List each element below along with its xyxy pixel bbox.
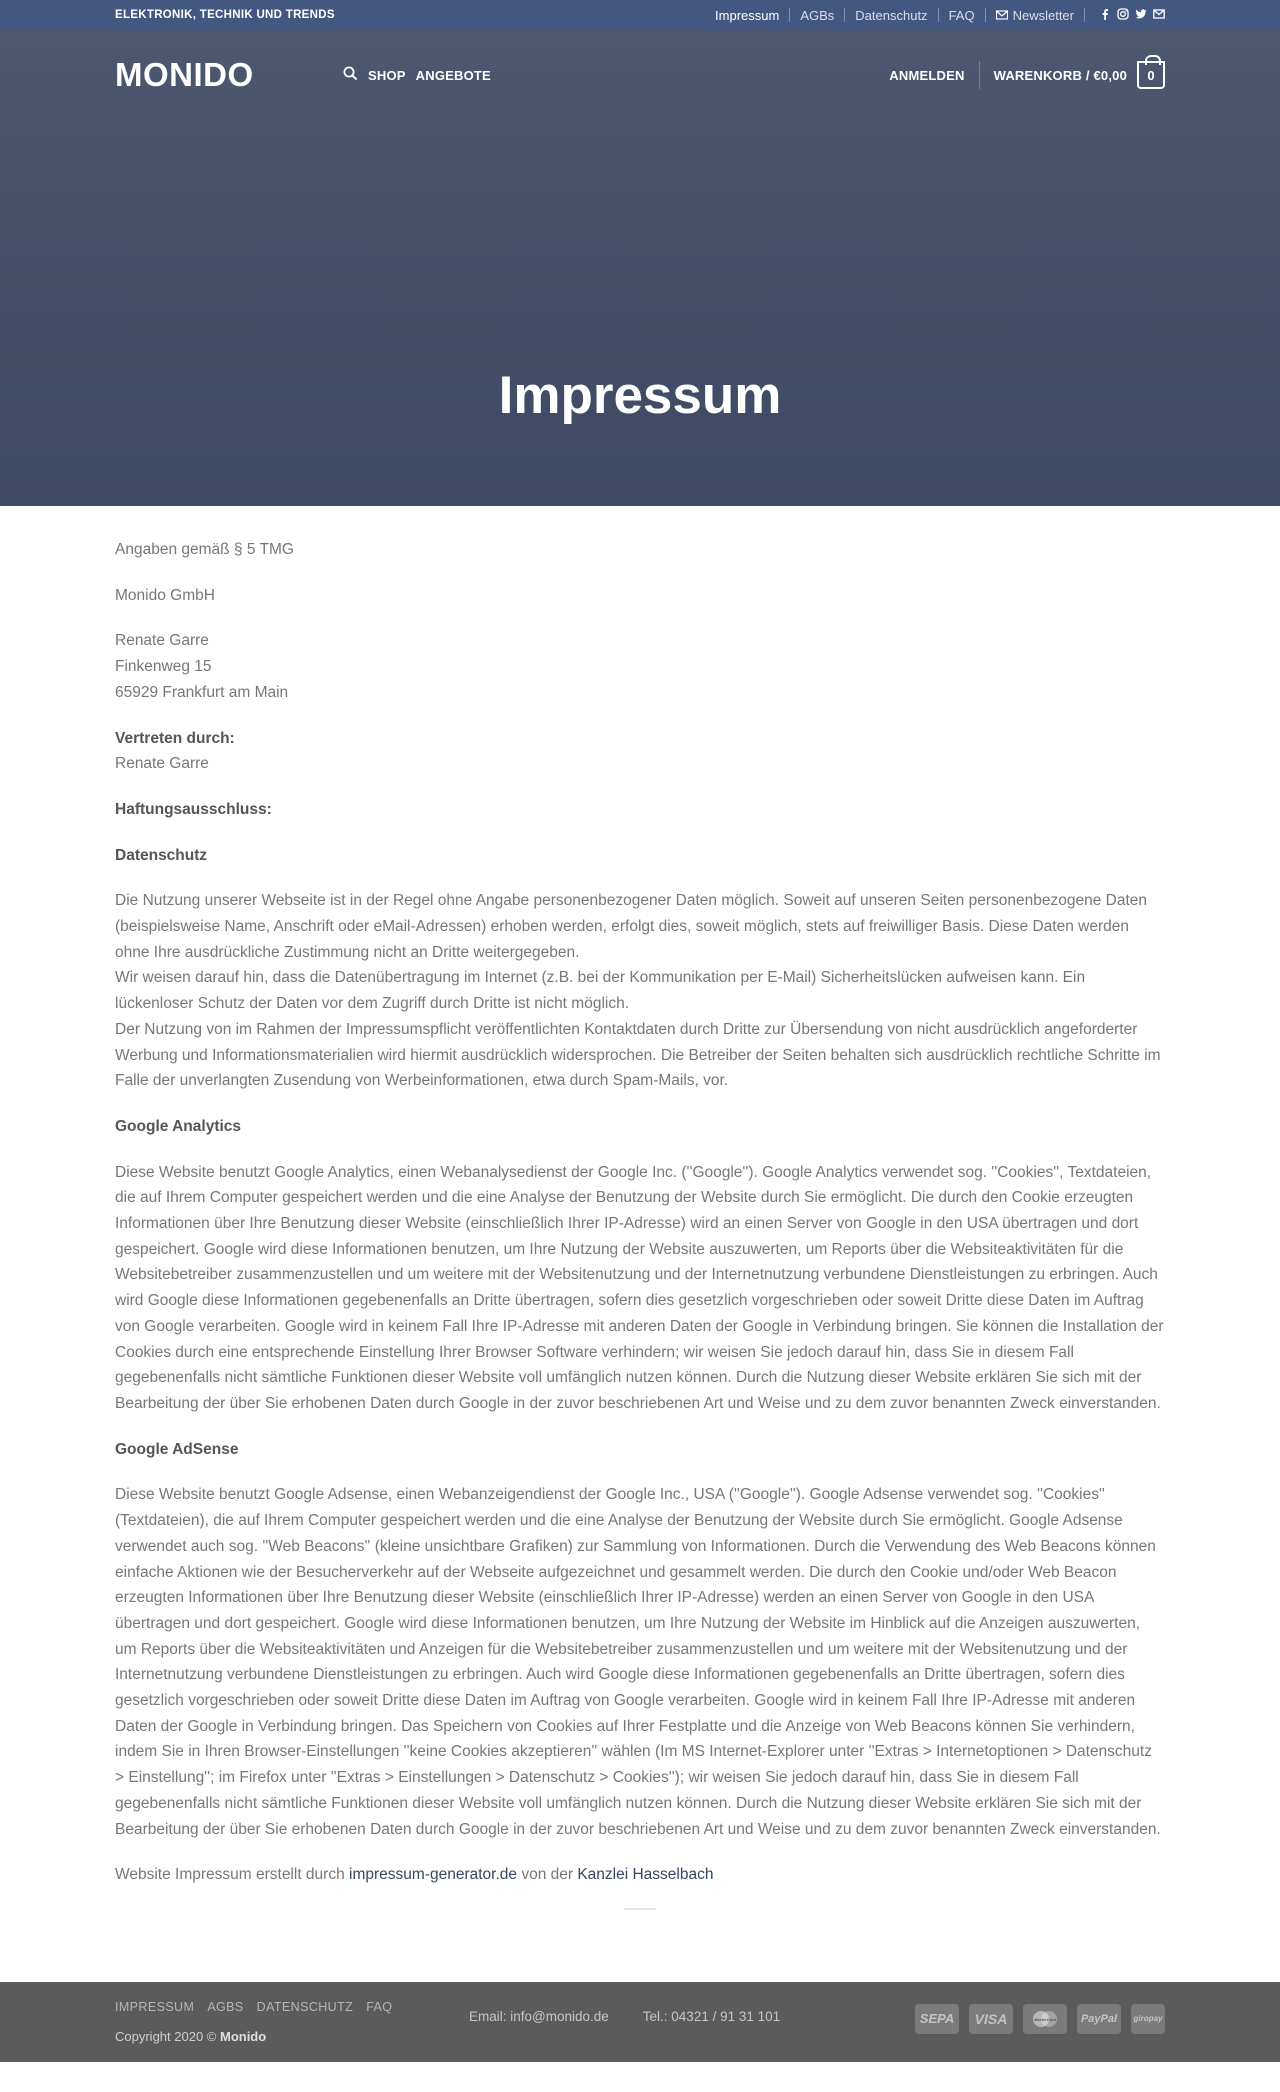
social-links <box>1099 8 1165 23</box>
account-nav <box>889 61 1165 89</box>
sepa-label: SEPA <box>919 2011 955 2027</box>
kanzlei-link[interactable]: Kanzlei Hasselbach <box>577 1866 714 1884</box>
address-block <box>115 628 1165 705</box>
analytics-text: Diese Website benutzt Google Analytics, einen Webanalysedienst der Google Inc. (''Google''). Google Analytics verwendet sog. ''Cookies'', Textdateien, die auf Ihrem Computer gespeichert werden und die eine Analyse der Benutzung der Website durch Sie ermöglicht. Die durch den Cookie erzeugten Informationen über Ihre Benutzung dieser Website (einschließlich Ihrer IP-Adresse) wird an einen Server von Google in den USA übertragen und dort gespeichert. Google wird diese Informationen benutzen, um Ihre Nutzung der Website auszuwerten, um Reports über die Websiteaktivitäten für die Websitebetreiber zusammenzustellen und um weitere mit der Websitenutzung und der Internetnutzung verbundene Dienstleistungen zu erbringen. Auch wird Google diese Informationen gegebenenfalls an Dritte übertragen, sofern dies gesetzlich vorgeschrieben oder soweit Dritte diese Daten im Auftrag von Google verarbeiten. Google wird in keinem Fall Ihre IP-Adresse mit anderen Daten der Google in Verbindung bringen. Sie können die Installation der Cookies durch eine entsprechende Einstellung Ihrer Browser Software verhindern; wir weisen Sie jedoch darauf hin, dass Sie in diesem Fall gegebenenfalls nicht sämtliche Funktionen dieser Website voll umfänglich nutzen können. Durch die Nutzung dieser Website erklären Sie sich mit der Bearbeitung der über Sie erhobenen Daten durch Google in der zuvor beschriebenen Art und Weise und zu dem zuvor benannten Zweck einverstanden. <box>115 1163 1164 1412</box>
tmg-notice: Angaben gemäß § 5 TMG <box>115 541 294 558</box>
mastercard-icon <box>1023 2004 1067 2034</box>
giropay-label: giropay <box>1133 2014 1163 2024</box>
divider <box>1084 8 1085 22</box>
main-nav <box>343 66 889 84</box>
representative-label: Vertreten durch: <box>115 729 235 747</box>
top-link-datenschutz[interactable]: Datenschutz <box>855 7 928 23</box>
footer-link-faq[interactable]: FAQ <box>366 1999 393 2014</box>
twitter-icon[interactable] <box>1135 8 1147 23</box>
visa-icon <box>969 2004 1013 2034</box>
address-city: 65929 Frankfurt am Main <box>115 683 289 701</box>
email-icon[interactable] <box>1153 8 1165 23</box>
tagline: ELEKTRONIK, TECHNIK UND TRENDS <box>115 9 335 21</box>
nav-angebote[interactable]: ANGEBOTE <box>415 67 491 83</box>
company-name: Monido GmbH <box>115 586 215 604</box>
sepa-icon <box>915 2004 959 2034</box>
paypal-icon <box>1077 2004 1121 2034</box>
cart-icon[interactable] <box>1137 61 1165 89</box>
divider <box>985 8 986 22</box>
footer-email: Email: info@monido.de <box>469 2008 609 2024</box>
privacy-line: Die Nutzung unserer Webseite ist in der Regel ohne Angabe personenbezogener Daten möglich. Soweit auf unseren Seiten personenbezogene Daten (beispielsweise Name, Anschrift oder eMail-Adressen) erhoben werden, erfolgt dies, soweit möglich, stets auf freiwilliger Basis. Diese Daten werden ohne Ihre ausdrückliche Zustimmung nicht an Dritte weitergegeben. <box>115 892 1148 961</box>
privacy-heading: Datenschutz <box>115 846 208 864</box>
giropay-icon <box>1131 2004 1165 2034</box>
main-content <box>115 506 1165 1940</box>
newsletter-label: Newsletter <box>1012 7 1074 23</box>
hero-banner <box>0 30 1280 506</box>
content-divider <box>624 1908 656 1910</box>
credit-prefix: Website Impressum erstellt durch <box>115 1866 350 1884</box>
footer-nav <box>115 2000 392 2014</box>
site-logo[interactable]: MONIDO <box>115 56 254 93</box>
credit-line <box>115 1862 1165 1888</box>
top-link-faq[interactable]: FAQ <box>948 7 975 23</box>
footer-phone: Tel.: 04321 / 91 31 101 <box>642 2008 781 2024</box>
footer <box>0 1982 1280 2062</box>
impressum-generator-link[interactable]: impressum-generator.de <box>349 1866 518 1884</box>
representative-name: Renate Garre <box>115 755 209 773</box>
adsense-text: Diese Website benutzt Google Adsense, einen Webanzeigendienst der Google Inc., USA (''Google''). Google Adsense verwendet sog. ''Cookies'' (Textdateien), die auf Ihrem Computer gespeichert werden und die eine Analyse der Benutzung der Website durch Sie ermöglicht. Google Adsense verwendet auch sog. ''Web Beacons'' (kleine unsichtbare Grafiken) zur Sammlung von Informationen. Durch die Verwendung des Web Beacons können einfache Aktionen wie der Besucherverkehr auf der Webseite aufgezeichnet und gesammelt werden. Die durch den Cookie und/oder Web Beacon erzeugten Informationen über Ihre Benutzung dieser Website (einschließlich Ihrer IP-Adresse) werden an einen Server von Google in den USA übertragen und dort gespeichert. Google wird diese Informationen benutzen, um Ihre Nutzung der Website im Hinblick auf die Anzeigen auszuwerten, um Reports über die Websiteaktivitäten und Anzeigen für die Websitebetreiber zusammenzustellen und um weitere mit der Websitenutzung und der Internetnutzung verbundene Dienstleistungen zu erbringen. Auch wird Google diese Informationen gegebenenfalls an Dritte übertragen, sofern dies gesetzlich vorgeschrieben oder soweit Dritte diese Daten im Auftrag von Google verarbeiten. Google wird in keinem Fall Ihre IP-Adresse mit anderen Daten der Google in Verbindung bringen. Das Speichern von Cookies auf Ihrer Festplatte und die Anzeige von Web Beacons können Sie verhindern, indem Sie in Ihren Browser-Einstellungen ''keine Cookies akzeptieren'' wählen (Im MS Internet-Explorer unter ''Extras > Internetoptionen > Datenschutz > Einstellung''; im Firefox unter ''Extras > Einstellungen > Datenschutz > Cookies''); wir weisen Sie jedoch darauf hin, dass Sie in diesem Fall gegebenenfalls nicht sämtliche Funktionen dieser Website voll umfänglich nutzen können. Durch die Nutzung dieser Website erklären Sie sich mit der Bearbeitung der über Sie erhobenen Daten durch Google in der zuvor beschriebenen Art und Weise und zu dem zuvor benannten Zweck einverstanden. <box>115 1486 1161 1838</box>
address-name: Renate Garre <box>115 632 209 650</box>
footer-link-impressum[interactable]: IMPRESSUM <box>115 1999 195 2014</box>
divider <box>938 8 939 22</box>
facebook-icon[interactable] <box>1099 8 1111 23</box>
search-icon[interactable] <box>343 66 358 84</box>
privacy-line: Wir weisen darauf hin, dass die Datenübertragung im Internet (z.B. bei der Kommunikation per E-Mail) Sicherheitslücken aufweisen kann. Ein lückenloser Schutz der Daten vor dem Zugriff durch Dritte ist nicht möglich. <box>115 969 1086 1013</box>
footer-link-datenschutz[interactable]: DATENSCHUTZ <box>256 1999 354 2014</box>
analytics-heading: Google Analytics <box>115 1117 242 1135</box>
representative-block <box>115 726 1165 777</box>
cart-link[interactable]: WARENKORB / €0,00 <box>993 67 1127 83</box>
adsense-heading: Google AdSense <box>115 1440 239 1458</box>
credit-middle: von der <box>517 1866 578 1884</box>
address-street: Finkenweg 15 <box>115 658 212 676</box>
top-link-agbs[interactable]: AGBs <box>800 7 835 23</box>
paypal-label: PayPal <box>1080 2012 1118 2025</box>
instagram-icon[interactable] <box>1117 8 1129 23</box>
newsletter-link[interactable] <box>996 8 1074 23</box>
cart-count: 0 <box>1147 67 1155 83</box>
privacy-text <box>115 888 1165 1094</box>
copyright <box>115 2029 266 2044</box>
divider <box>789 8 790 22</box>
svg-text:MasterCard: MasterCard <box>1033 2016 1057 2022</box>
envelope-icon <box>996 9 1008 21</box>
payment-icons <box>915 2004 1165 2034</box>
copyright-brand: Monido <box>219 2028 267 2044</box>
main-header <box>115 30 1165 120</box>
privacy-line: Der Nutzung von im Rahmen der Impressumspflicht veröffentlichten Kontaktdaten durch Dritte zur Übersendung von nicht ausdrücklich angeforderter Werbung und Informationsmaterialien wird hiermit ausdrücklich widersprochen. Die Betreiber der Seiten behalten sich ausdrücklich rechtliche Schritte im Falle der unverlangten Zusendung von Werbeinformationen, etwa durch Spam-Mails, vor. <box>115 1020 1161 1090</box>
top-bar <box>0 0 1280 30</box>
footer-link-agbs[interactable]: AGBS <box>207 1999 244 2014</box>
nav-shop[interactable]: SHOP <box>368 67 406 83</box>
top-link-impressum[interactable]: Impressum <box>715 7 780 23</box>
footer-contact <box>469 2009 780 2024</box>
divider <box>979 61 980 89</box>
disclaimer-heading: Haftungsausschluss: <box>115 800 272 818</box>
login-link[interactable]: ANMELDEN <box>889 67 965 83</box>
visa-label: VISA <box>974 2010 1008 2027</box>
page-title: Impressum <box>498 366 782 425</box>
divider <box>844 8 845 22</box>
copyright-prefix: Copyright 2020 © <box>115 2028 220 2044</box>
top-nav <box>715 8 1165 23</box>
